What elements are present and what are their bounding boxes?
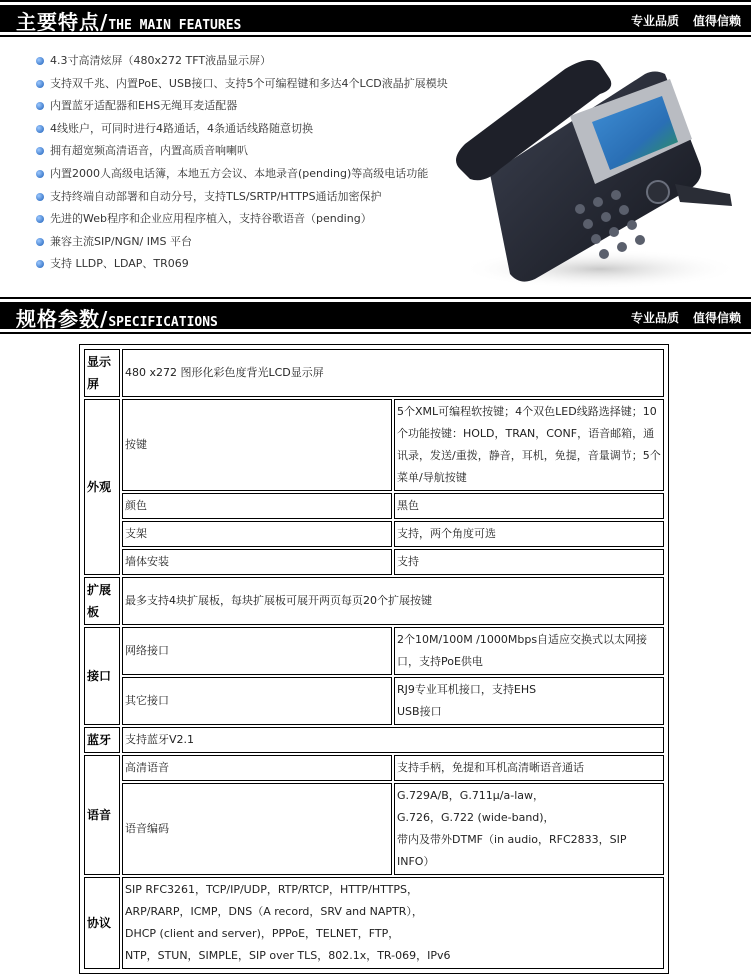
slogan-trust: 值得信赖 [692, 311, 741, 325]
specs-table [82, 347, 666, 971]
spec-value-line: 带内及带外DTMF（in audio，RFC2833，SIP INFO） [397, 833, 627, 868]
spec-subcategory: 墙体安装 [122, 549, 392, 575]
features-banner [0, 0, 751, 40]
list-item: 内置蓝牙适配器和EHS无绳耳麦适配器 [36, 95, 476, 118]
spec-value: 5个XML可编程软按键；4个双色LED线路选择键；10个功能按键：HOLD，TRAN，CONF，语音邮箱，通讯录，发送/重拨，静音，耳机，免提，音量调节；5个菜单/导航按键 [394, 399, 664, 491]
spec-subcategory: 语音编码 [122, 783, 392, 875]
bullet-icon [36, 125, 44, 133]
phone-stand [675, 184, 732, 206]
bullet-icon [36, 170, 44, 178]
list-item: 支持双千兆、内置PoE、USB接口、支持5个可编程键和多达4个LCD液晶扩展模块 [36, 73, 476, 96]
slogan-quality: 专业品质 [630, 14, 679, 28]
list-item: 4线账户，可同时进行4路通话，4条通话线路随意切换 [36, 118, 476, 141]
bullet-icon [36, 147, 44, 155]
spec-category: 协议 [84, 877, 120, 969]
spec-category: 接口 [84, 627, 120, 725]
spec-value-line: RJ9专业耳机接口，支持EHS [397, 683, 537, 696]
spec-value-line: SIP RFC3261，TCP/IP/UDP，RTP/RTCP，HTTP/HTTPS， [125, 883, 418, 896]
table-row [84, 727, 664, 753]
bullet-icon [36, 57, 44, 65]
spec-value [122, 877, 664, 969]
table-row [84, 877, 664, 969]
nav-ring [647, 181, 669, 203]
features-slogan [617, 12, 741, 29]
spec-value: 支持手柄，免提和耳机高清晰语音通话 [394, 755, 664, 781]
table-row [84, 521, 664, 547]
features-title-en: THE MAIN FEATURES [108, 18, 242, 33]
slogan-trust: 值得信赖 [692, 14, 741, 28]
table-row [84, 493, 664, 519]
spec-value: 2个10M/100M /1000Mbps自适应交换式以太网接口，支持PoE供电 [394, 627, 664, 675]
spec-value-line: G.726，G.722 (wide-band)， [397, 811, 555, 824]
spec-value: 最多支持4块扩展板，每块扩展板可展开两页每页20个扩展按键 [122, 577, 664, 625]
bullet-icon [36, 193, 44, 201]
spec-value [394, 783, 664, 875]
spec-subcategory: 其它接口 [122, 677, 392, 725]
banner-bottom-line [0, 332, 751, 334]
ip-phone-image [450, 44, 740, 294]
specs-title [16, 303, 218, 332]
specs-title-en: SPECIFICATIONS [108, 315, 218, 330]
specs-banner [0, 297, 751, 337]
table-row [84, 577, 664, 625]
list-item: 内置2000人高级电话簿，本地五方会议、本地录音(pending)等高级电话功能 [36, 163, 476, 186]
table-row [84, 399, 664, 491]
spec-subcategory: 高清语音 [122, 755, 392, 781]
bullet-icon [36, 260, 44, 268]
spec-value: 黑色 [394, 493, 664, 519]
table-row [84, 677, 664, 725]
spec-value: 支持 [394, 549, 664, 575]
spec-value-line: USB接口 [397, 705, 442, 718]
feature-list [36, 50, 476, 276]
spec-value: 支持蓝牙V2.1 [122, 727, 664, 753]
spec-category: 语音 [84, 755, 120, 875]
spec-value: 480 x272 图形化彩色度背光LCD显示屏 [122, 349, 664, 397]
list-item: 4.3寸高清炫屏（480x272 TFT液晶显示屏） [36, 50, 476, 73]
bullet-icon [36, 102, 44, 110]
list-item: 拥有超宽频高清语音，内置高质音响喇叭 [36, 140, 476, 163]
banner-bottom-line [0, 35, 751, 37]
table-row [84, 627, 664, 675]
spec-category: 外观 [84, 399, 120, 575]
banner-top-line [0, 0, 751, 2]
banner-top-line [0, 297, 751, 299]
table-row [84, 783, 664, 875]
table-row [84, 549, 664, 575]
specs-table-frame [79, 344, 669, 974]
spec-value: 支持，两个角度可选 [394, 521, 664, 547]
spec-value [394, 677, 664, 725]
spec-value-line: DHCP (client and server)，PPPoE，TELNET，FTP， [125, 927, 400, 940]
list-item: 支持 LLDP、LDAP、TR069 [36, 253, 476, 276]
spec-category: 蓝牙 [84, 727, 120, 753]
list-item: 先进的Web程序和企业应用程序植入，支持谷歌语音（pending） [36, 208, 476, 231]
spec-subcategory: 网络接口 [122, 627, 392, 675]
spec-category: 扩展板 [84, 577, 120, 625]
spec-category: 显示屏 [84, 349, 120, 397]
table-row [84, 755, 664, 781]
bullet-icon [36, 238, 44, 246]
specs-title-zh: 规格参数/ [16, 307, 109, 331]
specs-slogan [617, 309, 741, 326]
spec-value-line: G.729A/B，G.711μ/a-law， [397, 789, 545, 802]
list-item: 支持终端自动部署和自动分号，支持TLS/SRTP/HTTPS通话加密保护 [36, 186, 476, 209]
list-item: 兼容主流SIP/NGN/ IMS 平台 [36, 231, 476, 254]
bullet-icon [36, 80, 44, 88]
features-title [16, 6, 241, 35]
spec-subcategory: 颜色 [122, 493, 392, 519]
spec-value-line: NTP，STUN，SIMPLE，SIP over TLS，802.1x，TR-069，IPv6 [125, 949, 451, 962]
table-row [84, 349, 664, 397]
spec-subcategory: 按键 [122, 399, 392, 491]
features-title-zh: 主要特点/ [16, 10, 109, 34]
spec-subcategory: 支架 [122, 521, 392, 547]
slogan-quality: 专业品质 [630, 311, 679, 325]
bullet-icon [36, 215, 44, 223]
spec-value-line: ARP/RARP，ICMP，DNS（A record，SRV and NAPTR）， [125, 905, 423, 918]
